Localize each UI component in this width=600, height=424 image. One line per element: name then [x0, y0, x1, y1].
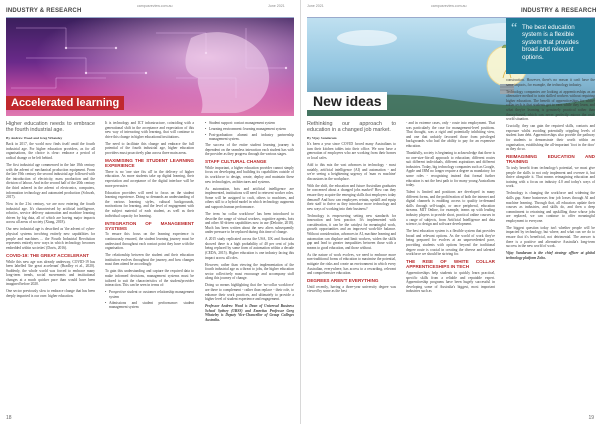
- left-column-1: [6, 121, 95, 301]
- paragraph: There is no 'one size fits all' in the delivery of higher education. As more students take up digital learning, their expectation and acceptance of the digital interface will be more pervasive.: [105, 169, 194, 188]
- paragraph: While this new age was already underway, COVID-19 has been labelled 'the great accelerant' (Bradley et al., 2020). Suddenly, the whole world was forced to embrace many long-term trends, social movements and institutional changes at a much quicker pace than would have been imagined before 2020.: [6, 259, 95, 287]
- pullquote-box: [506, 18, 595, 74]
- subheading: MAXIMISING THE STUDENT LEARNING EXPERIENCE: [105, 157, 194, 169]
- paragraph: Apprenticeships help students to quickly learn practical, specific skills from a reliable and reputable expert. Apprenticeship programs have been hugely successful in developing some of Australia's biggest, most important industries such as: [406, 271, 495, 294]
- paragraph: With the shift, the education and future Australian graduates be concerned about a changed jobs market? How can they ensure they acquire the emerging skills that employers today demand? And how can employees retrain, upskill and equip their staff to thrive as they introduce more technology and new ways of working into their business?: [307, 183, 396, 211]
- page-number: 19: [588, 415, 594, 421]
- list-item: • Prospective student or customer relationship management system: [105, 290, 194, 299]
- paragraph: As automation, bots and artificial intelligence are implemented, institutions will need to reinvent worker roles. Some will be assigned to craft, others to machines, and others still to a hybrid model in which technology augments and supports human performance.: [205, 186, 294, 209]
- right-column-3: [506, 18, 595, 263]
- paragraph: One sector previously slow to embrace change that has been deeply impacted is our own: higher education.: [6, 289, 95, 299]
- subheading: REIMAGINING EDUCATION AND TRAINING: [506, 154, 595, 165]
- hero-title: New ideas: [307, 92, 387, 110]
- paragraph: The best education system is a flexible system that provides broad and relevant options. As the world of work they're being prepared for evolves at an unprecedented pace, providing students with options beyond the traditional degree route is crucial in creating the diverse and talented workforce we should be striving for.: [406, 229, 495, 257]
- right-column-1: [307, 121, 396, 296]
- article-byline: By Vijay Sundaram: [307, 135, 337, 140]
- paragraph: Back in 2017, the world now finds itself amid the fourth industrial age. For higher education providers, as for all organisations, the choice is clear: embrace a period of radical change or be left behind.: [6, 142, 95, 160]
- bullet-list: [205, 121, 294, 142]
- subheading: THE RISE OF WHITE COLLAR APPRENTICESHIPS IN TECH: [406, 259, 495, 270]
- paragraph: However, rather than viewing the implementation of the fourth industrial age as a threat to jobs, the higher education sector collectively must encourage and accompany staff along this journey of change.: [205, 262, 294, 281]
- paragraph: Crucially, they can gain the required skills, contacts and exposure whilst avoiding potentially crippling levels of student loan debt. Apprenticeships also provide the pathway for students to demonstrate their worth within an organisation, establishing the all-important 'foot in the door' as they do so.: [506, 124, 595, 152]
- list-item: • Admissions and student performance: student management system: [105, 301, 194, 310]
- list-item: • Post-graduation: alumni and industry partnership management system.: [205, 133, 294, 142]
- paragraph: It's been a year since COVID forced many Australians to turn their kitchen tables into their office. We now have a generation of employees who are working from their homes or local cafes.: [307, 142, 396, 160]
- paragraph: Until recently, having a three-year university degree was viewed by some as the best: [307, 284, 396, 294]
- article-byline: By Andrew Wood and Greg Whateley: [6, 135, 63, 140]
- article-deck: Higher education needs to embrace the fourth industrial age.: [6, 121, 95, 134]
- subheading: DEGREES AREN'T EVERYTHING: [307, 278, 379, 284]
- paragraph: As the nature of work evolves, we need to embrace more non-traditional forms of education to maximise the potential, mitigate the risks and create an environment in which every Australian, everywhere, has access to a rewarding, relevant and comprehensive education.: [307, 252, 396, 276]
- paragraph: Doing so means highlighting that the 'no-collar workforce' are there to complement - rather than replace - their role, to enhance their work practices, and ultimately to provide a higher level of student experience and engagement.: [205, 283, 294, 302]
- right-column-2: [406, 121, 495, 296]
- author-bio: Professor Andrew Wood is Dean of Universal Business School Sydney (UBSS) and Emeritus Professor Greg Whateley is Deputy Vice-Chancellor of Group Colleges Australia.: [205, 304, 294, 322]
- page-number: 18: [6, 415, 12, 421]
- bullet-list: [105, 290, 194, 310]
- quote-mark-icon: “: [511, 21, 518, 36]
- site-url: campusreview.com.au: [137, 4, 173, 8]
- paragraph: To truly benefit from technology's potential, we must give people the skills to not only implement and oversee it, but thrive alongside it. That means reimagining education and training with a focus on industry 4.0 and today's ways of work.: [506, 165, 595, 189]
- paragraph: While important, a higher education provider cannot simply focus on developing and building its capabilities outside of its workforce to design, create, deploy and maintain these new technologies, architectures and systems.: [205, 165, 294, 184]
- section-label: INDUSTRY & RESEARCH: [521, 8, 597, 14]
- paragraph: Technology companies are looking at apprenticeships as an alternative method to train skilled workers without requiring higher education. The benefit of apprenticeships for white-collar tech is that students get to earn while they learn, and what they're learning is genuinely practical rather than theory-based, which can never perfectly mirror the real-world situation.: [506, 89, 595, 122]
- paragraph: The success of the entire student learning journey is dependent on the seamless interaction each student has with the provider as they progress through the various stages.: [205, 142, 294, 157]
- paragraph: - and in extreme cases, only - route into employment. That was particularly the case for management-level positions. That thought, was a rigid and potentially inhibiting view, and one that unfairly favoured those from privileged backgrounds who had the ability to pay for an expensive education.: [406, 121, 495, 148]
- list-item: • Learning environment: learning management system: [205, 127, 294, 132]
- paragraph: construction. However, there's no reason it can't have the same impacts, for example, the technology industry.: [506, 78, 595, 87]
- paragraph: The relationship between the student and their education institution evolves throughout the journey, and how changes must then attend be accordingly.: [105, 253, 194, 267]
- paragraph: Now in the 21st century, we are now entering the fourth industrial age. It's characterised by artificial intelligence, robotics, service delivery automation and machine learning driven by big data, all of which are having major impacts across all areas of society (Xiang, 2018).: [6, 202, 95, 225]
- right-page-header: [301, 4, 600, 14]
- left-column-2: [105, 121, 194, 311]
- subheading: COVID-19: THE GREAT ACCELERANT: [6, 252, 89, 258]
- section-label: INDUSTRY & RESEARCH: [6, 8, 82, 14]
- site-url: campusreview.com.au: [431, 4, 467, 8]
- author-bio: Vijay Sundaram is the chief strategy officer at global technology platform Zoho.: [506, 251, 595, 260]
- paragraph: Talent is limited and positions are developed in many different forms, and the proliferation of both the internet and digital channels is enabling access to quality in-demand skills through self-taught, or once peripheral, education streams. MIT Online, for example, teams up with leading industry players to provide short, practical online courses in a range of subjects, from Artificial Intelligence and data science, to design and software development.: [406, 190, 495, 227]
- paragraph: The first industrial age commenced in the late 18th century with the advent of mechanical production equipment. From the late 19th century the second industrial age followed with the introduction of electricity, mass production and the division of labour. And in the second half of the 20th century the third ushered in the advent of electronics, computers, information technology and automated production (Schwab, 2017).: [6, 162, 95, 200]
- list-item: • Student support: contact management system: [205, 121, 294, 126]
- subheading: INTEGRATION OF MANAGEMENT SYSTEMS: [105, 220, 194, 231]
- paragraph: It is technology and ICT infrastructure, coinciding with a generational shift in the acceptance and expectation of this new way of interacting with learning, that will continue to drive this change in higher educational institutions.: [105, 121, 194, 139]
- paragraph: Technology is changing the workforce and widening the skills gap. Some businesses fear job losses through AI and machine learning. Through that, all educators update their courses as industries, and skills do, and then a deep commitment to retraining and upskilling those whose jobs are replaced, we can continue to offer meaningful employment to everyone.: [506, 191, 595, 223]
- paragraph: The biggest question today isn't whether people will be impacted by technology, but where, and what can we do to ensure that it's beneficial, not detrimental. The answer is there is a positive and alternative Australia's long-term success in the new world of work.: [506, 225, 595, 249]
- paragraph: Education providers will need to focus on the student learning experience. Doing so demands an understanding of the various learning styles, cultural backgrounds, motivations for learning, and the level of engagement with the subject material of each student, as well as their individual capacity for learning.: [105, 190, 194, 218]
- paragraph: Our new industrial age is described as 'the advent of cyber-physical systems involving entirely new capabilities for people and machines ... the Fourth Industrial Revolution represents entirely new ways in which technology becomes embedded within societies' (Davis, 2016).: [6, 227, 95, 250]
- right-page: [300, 0, 600, 424]
- left-column-3: [205, 121, 294, 325]
- issue-date: June 2021: [307, 4, 324, 8]
- paragraph: To gain this understanding and capture the required data to make informed decisions, management systems must be tailored to suit the characteristics of the student/provider interaction. This can be seen in terms of:: [105, 269, 194, 288]
- subheading: STAFF CULTURAL CHANGE: [205, 159, 267, 165]
- issue-date: June 2021: [268, 4, 285, 8]
- left-page-header: [0, 4, 300, 14]
- paragraph: To ensure this focus on the learning experience is continuously ensured, the student learning journey must be understood throughout each contact point they have with the organisation.: [105, 232, 194, 251]
- paragraph: Add to this mix the vast advances in technology - most notably, artificial intelligence (AI) and automation - and we're seeing a heightening urgency of 'man vs machine' discussions in the workplace.: [307, 162, 396, 181]
- pullquote-text: The best education system is a flexible system that provides broad and relevant options.: [522, 24, 579, 61]
- paragraph: The need to facilitate this change and embrace the full potential of the fourth industrial age, higher education providers must proactively plan across three main areas.: [105, 141, 194, 155]
- paragraph: Technology is empowering setting new standards for innovation and best practice. It's implemented with consideration, it can be the catalyst for meaningful work, growth opportunities and an improved work-life balance. Without consideration, advances in AI, machine learning and automation can displace and limit workers, widen the skills gap and lead to greater inequalities between those with a means to good education, and those without.: [307, 213, 396, 250]
- article-deck: Rethinking our approach to education in a changed job market.: [307, 121, 396, 134]
- hero-title: Accelerated learning: [6, 96, 124, 110]
- paragraph: Thankfully, society is beginning to acknowledge that there is no one-size-fits-all approach to education; different routes suit different individuals, different aspirations and different industries. Today, big technology companies such as Google, Apple and IBM no longer require a degree as mandatory for some roles - recognising instead that formal further education is not the best path to for many young Australians today.: [406, 150, 495, 188]
- paragraph: A 2015 study replicated across the USA, UK and Australia showed there is a high probability of 40 per cent of jobs being replaced by some form of automation within a decade (CEDA, 2015). Higher education is one industry facing this impact across all roles.: [205, 237, 294, 260]
- left-hero-image: [6, 18, 294, 116]
- paragraph: The term 'no collar workforce' has been introduced to describe the range of virtual workers, cognitive agents, bots and other AI-driven capabilities now in use (Deloitte, 2018). Much has been written about the new alters subsequently under pressure to be replaced during this time of change.: [205, 211, 294, 235]
